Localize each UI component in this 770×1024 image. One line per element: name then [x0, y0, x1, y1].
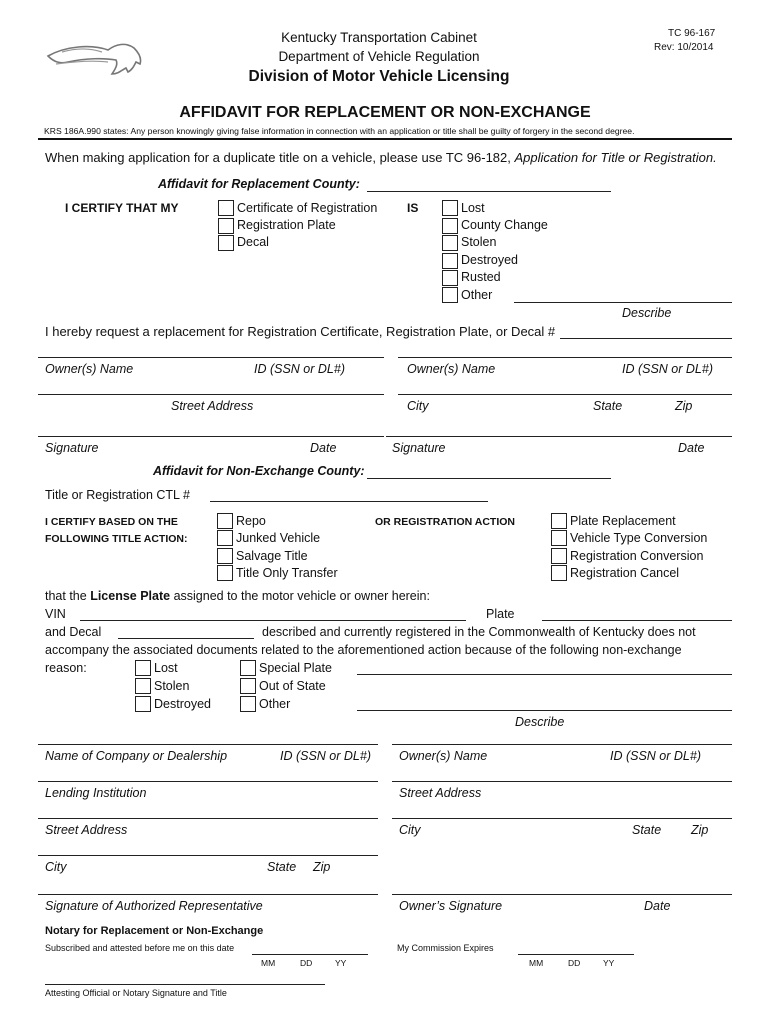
- signature-field[interactable]: [38, 436, 384, 437]
- nonexchange-lost-label: Lost: [154, 661, 178, 675]
- salvage-title-checkbox[interactable]: [217, 548, 233, 564]
- certify-label: I CERTIFY THAT MY: [65, 201, 179, 215]
- owner-name-field-3[interactable]: [392, 744, 732, 745]
- out-of-state-checkbox[interactable]: [240, 678, 256, 694]
- form-revision: Rev: 10/2014: [654, 42, 714, 53]
- decal-field[interactable]: [118, 638, 254, 639]
- other-describe-field[interactable]: [514, 302, 732, 303]
- registration-cancel-checkbox[interactable]: [551, 565, 567, 581]
- lender-state-label: State: [267, 860, 297, 874]
- destroyed-checkbox[interactable]: [442, 253, 458, 269]
- owner-name-label-3: Owner(s) Name: [399, 749, 488, 763]
- owner-signature-label: Owner’s Signature: [399, 899, 503, 913]
- company-id-label: ID (SSN or DL#): [280, 749, 371, 763]
- nonexchange-describe-field-1[interactable]: [357, 674, 732, 675]
- other-label: Other: [461, 288, 493, 302]
- date-label-2: Date: [678, 441, 705, 455]
- date-label: Date: [310, 441, 337, 455]
- stolen-checkbox[interactable]: [442, 235, 458, 251]
- rusted-checkbox[interactable]: [442, 270, 458, 286]
- signature-field-2[interactable]: [386, 436, 732, 437]
- agency-name: Kentucky Transportation Cabinet: [281, 30, 477, 45]
- divider: [38, 138, 732, 140]
- nonexchange-county-field[interactable]: [367, 478, 611, 479]
- junked-vehicle-label: Junked Vehicle: [236, 531, 321, 545]
- registration-conversion-label: Registration Conversion: [570, 549, 704, 563]
- lending-institution-label: Lending Institution: [45, 786, 147, 800]
- owner-street-label: Street Address: [399, 786, 482, 800]
- registration-action-label: OR REGISTRATION ACTION: [375, 516, 515, 528]
- county-change-checkbox[interactable]: [442, 218, 458, 234]
- describe-label: Describe: [622, 306, 672, 320]
- out-of-state-label: Out of State: [259, 679, 326, 693]
- special-plate-label: Special Plate: [259, 661, 332, 675]
- subscribed-date-field[interactable]: [252, 954, 368, 955]
- nonexchange-stolen-label: Stolen: [154, 679, 190, 693]
- plate-replacement-label: Plate Replacement: [570, 514, 676, 528]
- notary-signature-label: Attesting Official or Notary Signature and Title: [45, 988, 227, 998]
- lender-city-label: City: [45, 860, 67, 874]
- state-label: State: [593, 399, 623, 413]
- city-label: City: [407, 399, 429, 413]
- authorized-signature-label: Signature of Authorized Representative: [45, 899, 263, 913]
- reason-label: reason:: [45, 661, 87, 675]
- nonexchange-lost-checkbox[interactable]: [135, 660, 151, 676]
- replacement-county-field[interactable]: [367, 191, 611, 192]
- commission-date-field[interactable]: [518, 954, 634, 955]
- vin-label: VIN: [45, 607, 66, 621]
- subscribed-text: Subscribed and attested before me on this date: [45, 943, 235, 953]
- department-name: Department of Vehicle Regulation: [278, 49, 480, 64]
- registration-cancel-label: Registration Cancel: [570, 566, 680, 580]
- decal-label: Decal: [237, 235, 269, 249]
- lender-zip-label: Zip: [313, 860, 331, 874]
- nonexchange-destroyed-checkbox[interactable]: [135, 696, 151, 712]
- accompany-text: accompany the associated documents related to the aforementioned action because of the following non-exchange: [45, 643, 682, 657]
- plate-replacement-checkbox[interactable]: [551, 513, 567, 529]
- certificate-of-registration-checkbox[interactable]: [218, 200, 234, 216]
- subscribed-mm: MM: [261, 958, 276, 968]
- commission-expires-text: My Commission Expires: [397, 943, 494, 953]
- certify-title-action-line2: FOLLOWING TITLE ACTION:: [45, 533, 188, 545]
- nonexchange-stolen-checkbox[interactable]: [135, 678, 151, 694]
- subscribed-dd: DD: [300, 958, 313, 968]
- company-name-label: Name of Company or Dealership: [45, 749, 228, 763]
- subscribed-yy: YY: [335, 958, 347, 968]
- special-plate-checkbox[interactable]: [240, 660, 256, 676]
- commission-mm: MM: [529, 958, 544, 968]
- ctl-field[interactable]: [210, 501, 488, 502]
- signature-label: Signature: [45, 441, 99, 455]
- company-name-field[interactable]: [38, 744, 378, 745]
- vehicle-type-conversion-label: Vehicle Type Conversion: [570, 531, 708, 545]
- owner-name-field-2[interactable]: [398, 357, 732, 358]
- owner-signature-date-label: Date: [644, 899, 671, 913]
- vin-field[interactable]: [80, 620, 466, 621]
- plate-field[interactable]: [542, 620, 732, 621]
- zip-label: Zip: [675, 399, 693, 413]
- authorized-signature-field[interactable]: [38, 894, 378, 895]
- lost-label: Lost: [461, 201, 485, 215]
- lender-street-field[interactable]: [38, 818, 378, 819]
- owner-id-label-2: ID (SSN or DL#): [622, 362, 713, 376]
- owner-zip-label: Zip: [691, 823, 709, 837]
- described-text: described and currently registered in the Commonwealth of Kentucky does not: [262, 625, 696, 639]
- street-address-field[interactable]: [38, 394, 384, 395]
- owner-signature-field[interactable]: [392, 894, 732, 895]
- certify-title-action-line1: I CERTIFY BASED ON THE: [45, 516, 178, 528]
- registration-plate-label: Registration Plate: [237, 218, 336, 232]
- other-checkbox[interactable]: [442, 287, 458, 303]
- signature-label-2: Signature: [392, 441, 446, 455]
- decal-checkbox[interactable]: [218, 235, 234, 251]
- destroyed-label: Destroyed: [461, 253, 518, 267]
- street-address-label: Street Address: [171, 399, 254, 413]
- commission-yy: YY: [603, 958, 615, 968]
- owner-city-label: City: [399, 823, 421, 837]
- vehicle-type-conversion-checkbox[interactable]: [551, 530, 567, 546]
- lender-city-field[interactable]: [38, 855, 378, 856]
- plate-label: Plate: [486, 607, 515, 621]
- rusted-label: Rusted: [461, 270, 501, 284]
- commission-dd: DD: [568, 958, 581, 968]
- nonexchange-other-label: Other: [259, 697, 291, 711]
- lender-street-label: Street Address: [45, 823, 128, 837]
- certificate-of-registration-label: Certificate of Registration: [237, 201, 378, 215]
- nonexchange-describe-field-2[interactable]: [357, 710, 732, 711]
- owner-name-field[interactable]: [38, 357, 384, 358]
- replacement-request-text: I hereby request a replacement for Registration Certificate, Registration Plate, or Decal #: [45, 324, 556, 339]
- county-change-label: County Change: [461, 218, 548, 232]
- ctl-label: Title or Registration CTL #: [45, 488, 190, 502]
- license-plate-text: that the License Plate assigned to the motor vehicle or owner herein:: [45, 589, 430, 603]
- lending-institution-field[interactable]: [38, 781, 378, 782]
- owner-name-label: Owner(s) Name: [45, 362, 134, 376]
- junked-vehicle-checkbox[interactable]: [217, 530, 233, 546]
- nonexchange-other-checkbox[interactable]: [240, 696, 256, 712]
- registration-plate-checkbox[interactable]: [218, 218, 234, 234]
- is-label: IS: [407, 201, 419, 215]
- owner-name-label-2: Owner(s) Name: [407, 362, 496, 376]
- nonexchange-destroyed-label: Destroyed: [154, 697, 211, 711]
- nonexchange-describe-label: Describe: [515, 715, 565, 729]
- division-name: Division of Motor Vehicle Licensing: [248, 68, 510, 85]
- notary-title: Notary for Replacement or Non-Exchange: [45, 925, 264, 937]
- registration-conversion-checkbox[interactable]: [551, 548, 567, 564]
- repo-label: Repo: [236, 514, 266, 528]
- form-number: TC 96-167: [668, 28, 716, 39]
- notary-signature-field[interactable]: [45, 984, 325, 985]
- nonexchange-county-label: Affidavit for Non-Exchange County:: [153, 464, 365, 478]
- owner-state-label: State: [632, 823, 662, 837]
- owner-street-field[interactable]: [392, 781, 732, 782]
- and-decal-label: and Decal: [45, 625, 102, 639]
- replacement-county-label: Affidavit for Replacement County:: [158, 177, 360, 191]
- title-only-transfer-checkbox[interactable]: [217, 565, 233, 581]
- stolen-label: Stolen: [461, 235, 497, 249]
- salvage-title-label: Salvage Title: [236, 549, 308, 563]
- krs-statement: KRS 186A.990 states: Any person knowingly giving false information in connection with an application or title shall be guilty of forgery in the second degree.: [44, 126, 635, 136]
- owner-id-label-3: ID (SSN or DL#): [610, 749, 701, 763]
- owner-id-label: ID (SSN or DL#): [254, 362, 345, 376]
- intro-text: When making application for a duplicate title on a vehicle, please use TC 96-182, Application for Title or Registration.: [45, 150, 717, 165]
- owner-city-field[interactable]: [392, 818, 732, 819]
- decal-number-field[interactable]: [560, 338, 732, 339]
- repo-checkbox[interactable]: [217, 513, 233, 529]
- form-title: AFFIDAVIT FOR REPLACEMENT OR NON-EXCHANGE: [179, 104, 591, 121]
- lost-checkbox[interactable]: [442, 200, 458, 216]
- city-state-zip-field[interactable]: [398, 394, 732, 395]
- title-only-transfer-label: Title Only Transfer: [236, 566, 338, 580]
